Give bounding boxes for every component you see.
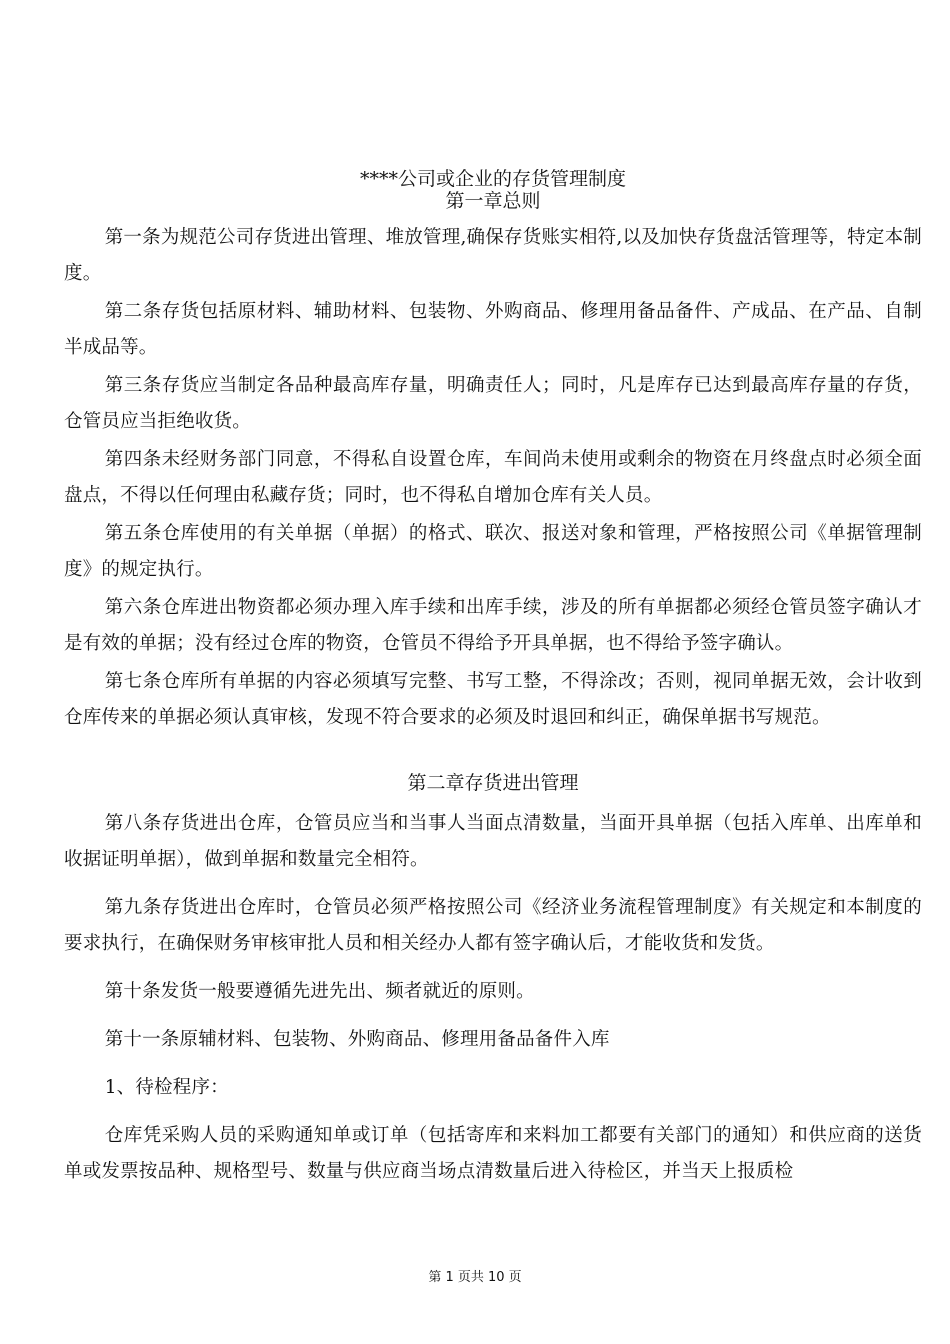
article-8: 第八条存货进出仓库，仓管员应当和当事人当面点清数量，当面开具单据（包括入库单、出库单和收据证明单据），做到单据和数量完全相符。 (64, 813, 922, 870)
article-11-item-1: 1、待检程序： (104, 1077, 229, 1098)
article-11: 第十一条原辅材料、包装物、外购商品、修理用备品备件入库 (104, 1029, 610, 1050)
chapter-2-heading: 第二章存货进出管理 (407, 772, 579, 794)
article-9: 第九条存货进出仓库时，仓管员必须严格按照公司《经济业务流程管理制度》有关规定和本制度的要求执行，在确保财务审核审批人员和相关经办人都有签字确认后，才能收货和发货。 (64, 897, 922, 954)
article-10: 第十条发货一般要遵循先进先出、频者就近的原则。 (104, 981, 535, 1002)
document-title: ****公司或企业的存货管理制度 (359, 168, 626, 190)
article-4: 第四条未经财务部门同意，不得私自设置仓库，车间尚未使用或剩余的物资在月终盘点时必须全面盘点，不得以任何理由私藏存货；同时，也不得私自增加仓库有关人员。 (64, 449, 922, 506)
article-6: 第六条仓库进出物资都必须办理入库手续和出库手续，涉及的所有单据都必须经仓管员签字确认才是有效的单据；没有经过仓库的物资，仓管员不得给予开具单据，也不得给予签字确认。 (64, 597, 922, 654)
page-footer: 第 1 页共 10 页 (428, 1270, 522, 1285)
article-1: 第一条为规范公司存货进出管理、堆放管理,确保存货账实相符,以及加快存货盘活管理等，特定本制度。 (64, 227, 922, 284)
article-2: 第二条存货包括原材料、辅助材料、包装物、外购商品、修理用备品备件、产成品、在产品、自制半成品等。 (64, 301, 922, 358)
article-3: 第三条存货应当制定各品种最高库存量，明确责任人；同时，凡是库存已达到最高库存量的存货，仓管员应当拒绝收货。 (64, 375, 922, 432)
chapter-1-heading: 第一章总则 (445, 190, 541, 212)
document-body (64, 168, 922, 1192)
article-5: 第五条仓库使用的有关单据（单据）的格式、联次、报送对象和管理，严格按照公司《单据管理制度》的规定执行。 (64, 523, 922, 580)
article-7: 第七条仓库所有单据的内容必须填写完整、书写工整，不得涂改；否则，视同单据无效，会计收到仓库传来的单据必须认真审核，发现不符合要求的必须及时退回和纠正，确保单据书写规范。 (64, 671, 922, 728)
article-11-item-1-text: 仓库凭采购人员的采购通知单或订单（包括寄库和来料加工都要有关部门的通知）和供应商的送货单或发票按品种、规格型号、数量与供应商当场点清数量后进入待检区，并当天上报质检 (64, 1125, 922, 1182)
